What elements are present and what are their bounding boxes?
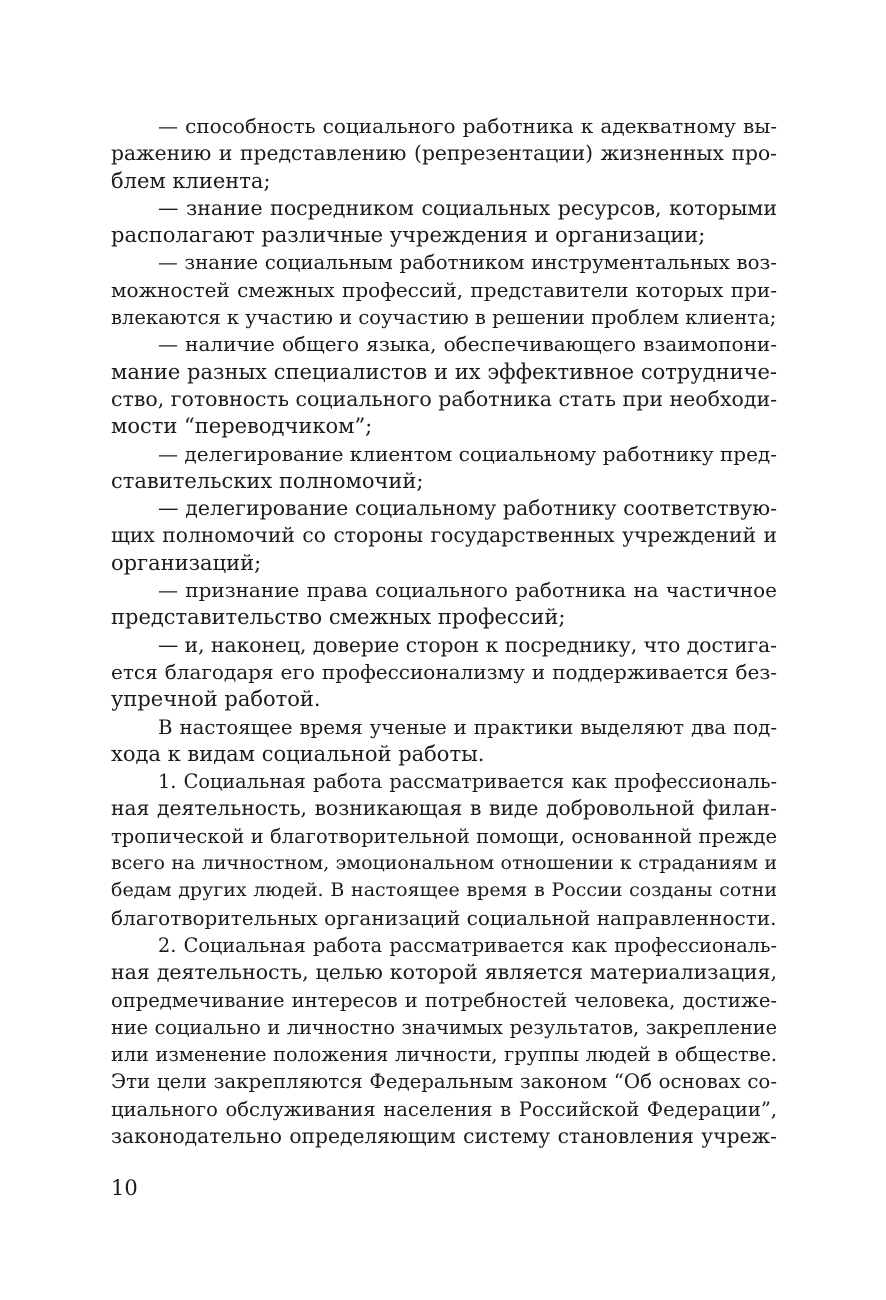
text-line: располагают различные учреждения и организации; bbox=[111, 223, 706, 248]
text-line: бедам других людей. В настоящее время в России созданы сотни bbox=[111, 879, 777, 902]
text-line: блем клиента; bbox=[111, 168, 271, 193]
text-line: упречной работой. bbox=[111, 687, 321, 712]
page-text bbox=[111, 113, 777, 1150]
text-line: опредмечивание интересов и потребностей человека, достиже- bbox=[111, 988, 777, 1012]
text-line: ство, готовность социального работника стать при необходи- bbox=[111, 386, 777, 411]
text-line: ние социально и личностно значимых результатов, закрепление bbox=[111, 1015, 777, 1039]
text-line: ставительских полномочий; bbox=[111, 468, 424, 493]
text-line: В настоящее время ученые и практики выделяют два под- bbox=[158, 715, 777, 739]
text-line: влекаются к участию и соучастию в решении проблем клиента; bbox=[111, 306, 777, 330]
text-line: законодательно определяющим систему становления учреж- bbox=[111, 1123, 777, 1148]
text-line: — знание посредником социальных ресурсов, которыми bbox=[158, 195, 777, 220]
page-number: 10 bbox=[111, 1176, 138, 1200]
text-line: Эти цели закрепляются Федеральным законом “Об основах со- bbox=[111, 1070, 777, 1094]
text-line: 2. Социальная работа рассматривается как профессиональ- bbox=[158, 933, 777, 957]
text-line: всего на личностном, эмоциональном отношении к страданиям и bbox=[111, 852, 777, 875]
text-line: — знание социальным работником инструментальных воз- bbox=[158, 251, 777, 275]
text-line: представительство смежных профессий; bbox=[111, 605, 566, 630]
text-line: хода к видам социальной работы. bbox=[111, 741, 485, 766]
text-line: 1. Социальная работа рассматривается как профессиональ- bbox=[158, 770, 777, 794]
text-line: ется благодаря его профессионализму и поддерживается без- bbox=[111, 659, 777, 684]
text-line: мание разных специалистов и их эффективное сотрудниче- bbox=[111, 359, 777, 384]
text-line: — признание права социального работника на частичное bbox=[158, 578, 777, 603]
text-line: мости “переводчиком”; bbox=[111, 414, 373, 439]
text-line: — делегирование социальному работнику соответствую- bbox=[158, 496, 777, 521]
text-line: организаций; bbox=[111, 550, 262, 575]
text-line: или изменение положения личности, группы людей в обществе. bbox=[111, 1043, 777, 1067]
text-line: благотворительных организаций социальной направленности. bbox=[111, 905, 777, 930]
text-line: — способность социального работника к адекватному вы- bbox=[158, 114, 777, 138]
text-line: ражению и представлению (репрезентации) жизненных про- bbox=[111, 141, 777, 166]
text-line: — и, наконец, доверие сторон к посреднику, что достига- bbox=[158, 632, 777, 657]
text-line: тропической и благотворительной помощи, основанной прежде bbox=[111, 824, 777, 848]
text-line: щих полномочий со стороны государственных учреждений и bbox=[111, 523, 777, 548]
text-line: циального обслуживания населения в Российской Федерации”, bbox=[111, 1097, 777, 1121]
text-line: — делегирование клиентом социальному работнику пред- bbox=[158, 441, 777, 466]
text-line: — наличие общего языка, обеспечивающего взаимопони- bbox=[158, 332, 777, 357]
text-line: ная деятельность, целью которой является материализация, bbox=[111, 960, 777, 985]
text-line: ная деятельность, возникающая в виде добровольной филан- bbox=[111, 796, 777, 821]
text-line: можностей смежных профессий, представители которых при- bbox=[111, 277, 777, 302]
